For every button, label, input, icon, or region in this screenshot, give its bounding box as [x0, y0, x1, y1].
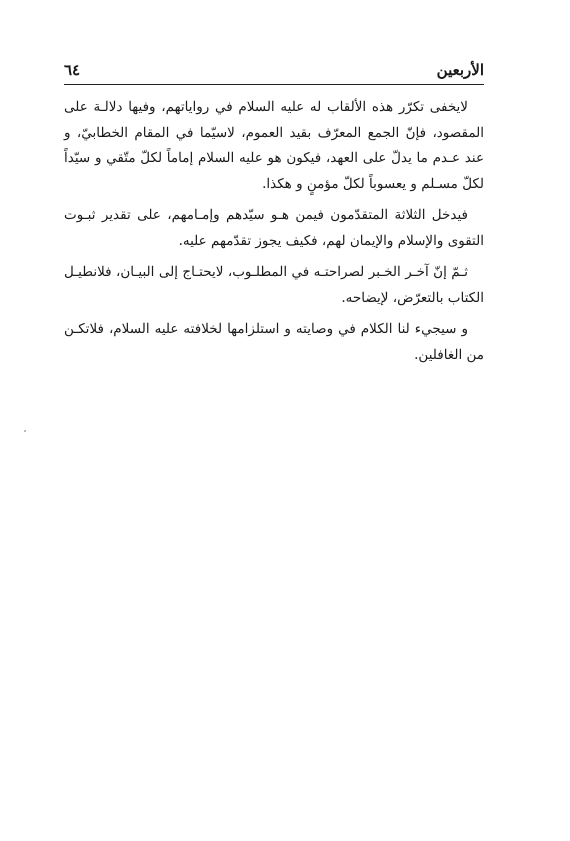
page-number: ٦٤: [64, 61, 81, 79]
main-text: [64, 95, 484, 374]
paragraph: و سيجيء لنا الكلام في وصايته و استلزامها لخلافته عليه السلام، فلاتكـن من الغافلين.: [64, 321, 484, 363]
running-title: الأربعين: [436, 61, 484, 79]
paragraph: ثـمّ إنّ آخـر الخـبر لصراحتـه في المطلـوب، لايحتـاج إلى البيـان، فلانطيـل الكتاب بالتعرّض، لإيضاحه.: [64, 264, 484, 306]
header-divider: [64, 84, 484, 85]
running-header: [64, 60, 484, 82]
scan-speck: [24, 430, 26, 432]
paragraph: لايخفى تكرّر هذه الألقاب له عليه السلام في رواياتهم، وفيها دلالـة على المقصود، فإنّ الجمع المعرّف بقيد العموم، لاسيّما في المقام الخطابيّ، و عند عـدم ما يدلّ على العهد، فيكون هو عليه السلام إماماً لكلّ متّقي و سيّداً لكلّ مسـلم و يعسوباً لكلّ مؤمنٍ و هكذا.: [64, 99, 484, 192]
paragraph: فيدخل الثلاثة المتقدّمون فيمن هـو سيّدهم وإمـامهم، على تقدير ثبـوت التقوى والإسلام والإيمان لهم، فكيف يجوز تقدّمهم عليه.: [64, 207, 484, 249]
